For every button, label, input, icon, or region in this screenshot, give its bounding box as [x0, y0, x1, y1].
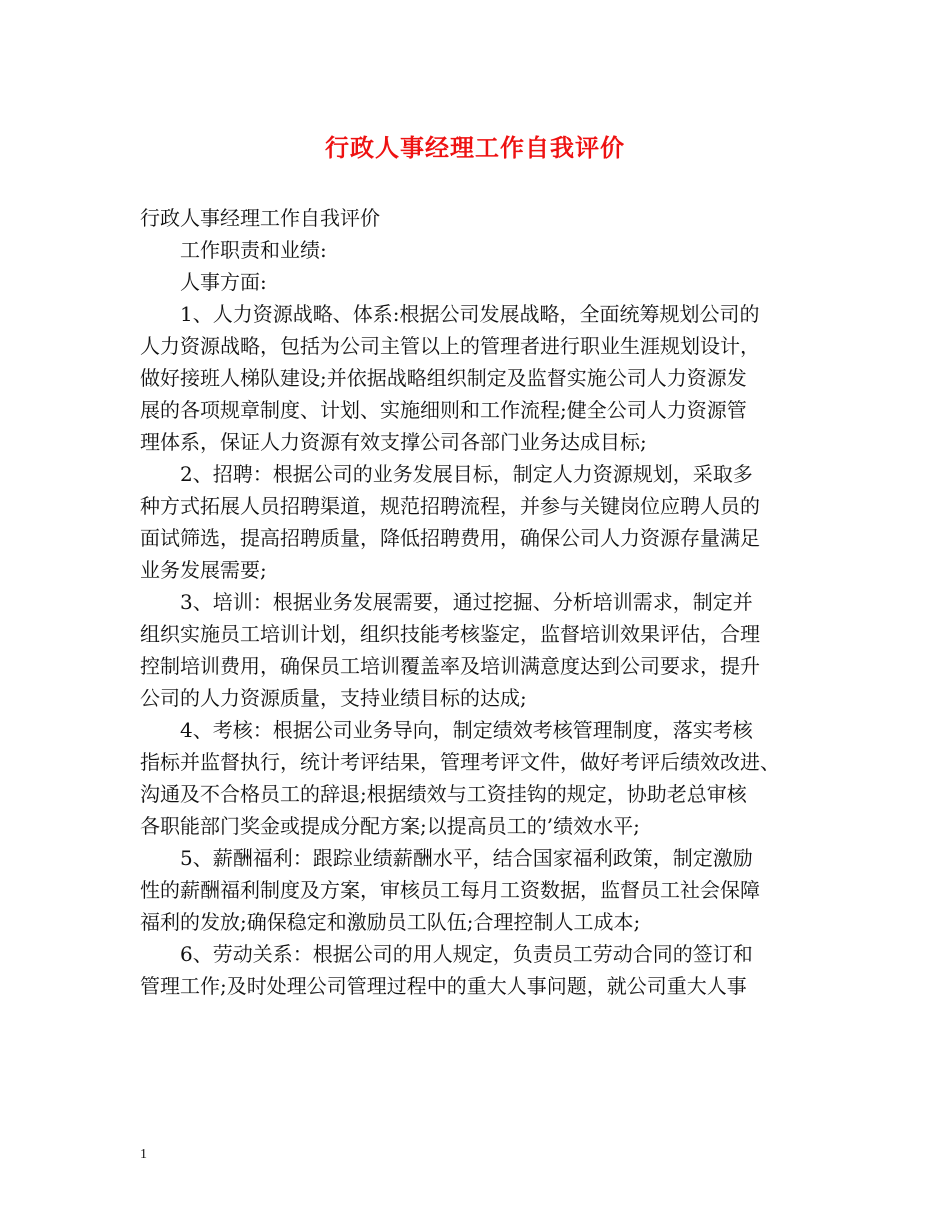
text-line: 指标并监督执行，统计考评结果，管理考评文件，做好考评后绩效改进、 [140, 750, 780, 774]
document-title: 行政人事经理工作自我评价 [325, 133, 625, 162]
text-line: 4、考核：根据公司业务导向，制定绩效考核管理制度，落实考核 [180, 718, 753, 742]
text-line: 面试筛选，提高招聘质量，降低招聘费用，确保公司人力资源存量满足 [140, 526, 760, 550]
text-line: 性的薪酬福利制度及方案，审核员工每月工资数据，监督员工社会保障 [140, 878, 760, 902]
text-line: 控制培训费用，确保员工培训覆盖率及培训满意度达到公司要求，提升 [140, 654, 760, 678]
text-line: 业务发展需要; [140, 558, 267, 582]
text-line: 1、人力资源战略、体系:根据公司发展战略，全面统筹规划公司的 [180, 302, 760, 326]
text-line: 行政人事经理工作自我评价 [140, 206, 380, 230]
text-line: 组织实施员工培训计划，组织技能考核鉴定，监督培训效果评估，合理 [140, 622, 760, 646]
text-line: 5、薪酬福利：跟踪业绩薪酬水平，结合国家福利政策，制定激励 [180, 846, 753, 870]
document-body [140, 202, 820, 1002]
text-line: 2、招聘：根据公司的业务发展目标，制定人力资源规划，采取多 [180, 462, 753, 486]
text-line: 管理工作;及时处理公司管理过程中的重大人事问题，就公司重大人事 [140, 974, 747, 998]
text-line: 理体系，保证人力资源有效支撑公司各部门业务达成目标; [140, 430, 647, 454]
text-line: 展的各项规章制度、计划、实施细则和工作流程;健全公司人力资源管 [140, 398, 747, 422]
text-line: 福利的发放;确保稳定和激励员工队伍;合理控制人工成本; [140, 910, 641, 934]
text-line: 3、培训：根据业务发展需要，通过挖掘、分析培训需求，制定并 [180, 590, 753, 614]
text-line: 做好接班人梯队建设;并依据战略组织制定及监督实施公司人力资源发 [140, 366, 747, 390]
text-line: 种方式拓展人员招聘渠道，规范招聘流程，并参与关键岗位应聘人员的 [140, 494, 760, 518]
text-line: 工作职责和业绩: [180, 238, 327, 262]
text-line: 沟通及不合格员工的辞退;根据绩效与工资挂钩的规定，协助老总审核 [140, 782, 747, 806]
text-line: 人事方面: [180, 270, 267, 294]
text-line: 公司的人力资源质量，支持业绩目标的达成; [140, 686, 527, 710]
page-number: 1 [140, 1147, 147, 1162]
text-line: 人力资源战略，包括为公司主管以上的管理者进行职业生涯规划设计， [140, 334, 760, 358]
text-line: 6、劳动关系：根据公司的用人规定，负责员工劳动合同的签订和 [180, 942, 753, 966]
text-line: 各职能部门奖金或提成分配方案;以提高员工的’绩效水平; [140, 814, 640, 838]
